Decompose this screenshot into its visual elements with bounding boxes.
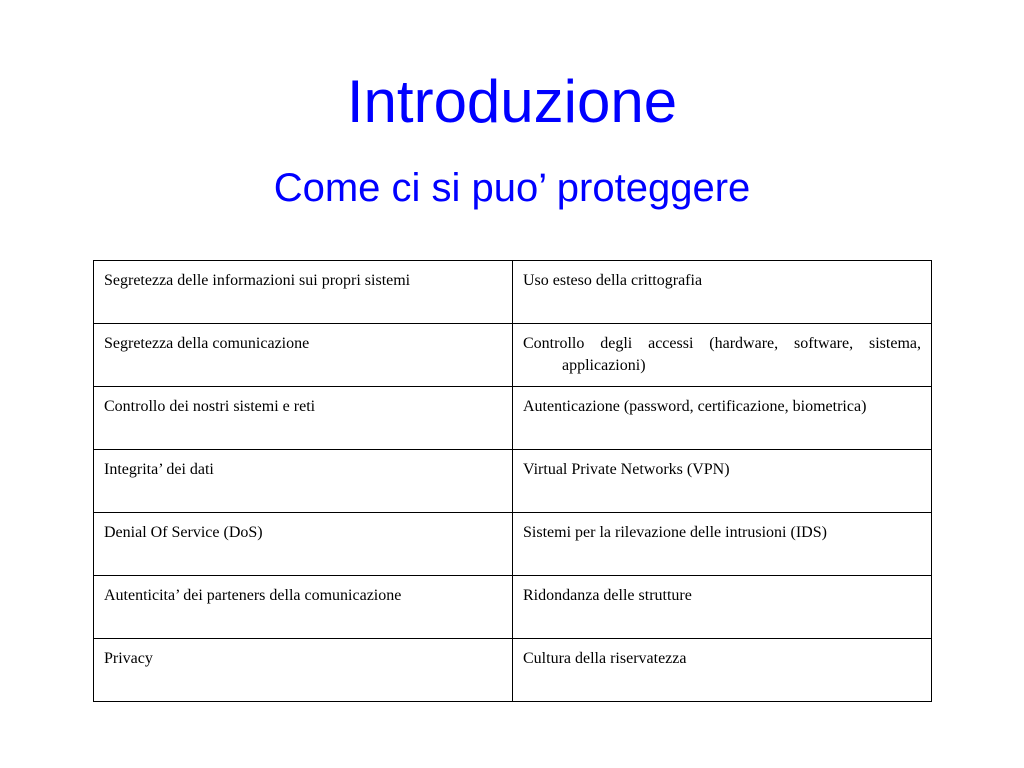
threat-cell: Controllo dei nostri sistemi e reti	[94, 387, 513, 450]
measure-text: Cultura della riservatezza	[523, 650, 687, 667]
threat-cell: Privacy	[94, 639, 513, 702]
measure-cell	[513, 513, 932, 576]
table-row	[94, 576, 932, 639]
measure-cell	[513, 387, 932, 450]
measure-cell	[513, 261, 932, 324]
threat-cell: Integrita’ dei dati	[94, 450, 513, 513]
table-row	[94, 261, 932, 324]
measure-cell	[513, 576, 932, 639]
protection-table	[93, 260, 932, 702]
measure-text: Autenticazione (password, certificazione, biometrica)	[523, 398, 867, 415]
table-row	[94, 450, 932, 513]
threat-cell: Segretezza della comunicazione	[94, 324, 513, 387]
table-row	[94, 639, 932, 702]
table-row	[94, 387, 932, 450]
table-row	[94, 513, 932, 576]
measure-cell	[513, 450, 932, 513]
threat-cell: Denial Of Service (DoS)	[94, 513, 513, 576]
measure-text: Controllo degli accessi (hardware, software, sistema, applicazioni)	[523, 335, 921, 374]
measure-text: Sistemi per la rilevazione delle intrusioni (IDS)	[523, 524, 827, 541]
measure-cell	[513, 639, 932, 702]
measure-text: Uso esteso della crittografia	[523, 272, 703, 289]
measure-cell	[513, 324, 932, 387]
slide-subtitle: Come ci si puo’ proteggere	[273, 166, 751, 210]
measure-text: Virtual Private Networks (VPN)	[523, 461, 730, 478]
measure-text: Ridondanza delle strutture	[523, 587, 692, 604]
threat-cell: Autenticita’ dei parteners della comunicazione	[94, 576, 513, 639]
threat-cell: Segretezza delle informazioni sui propri sistemi	[94, 261, 513, 324]
slide-title: Introduzione	[346, 68, 678, 135]
table-row	[94, 324, 932, 387]
